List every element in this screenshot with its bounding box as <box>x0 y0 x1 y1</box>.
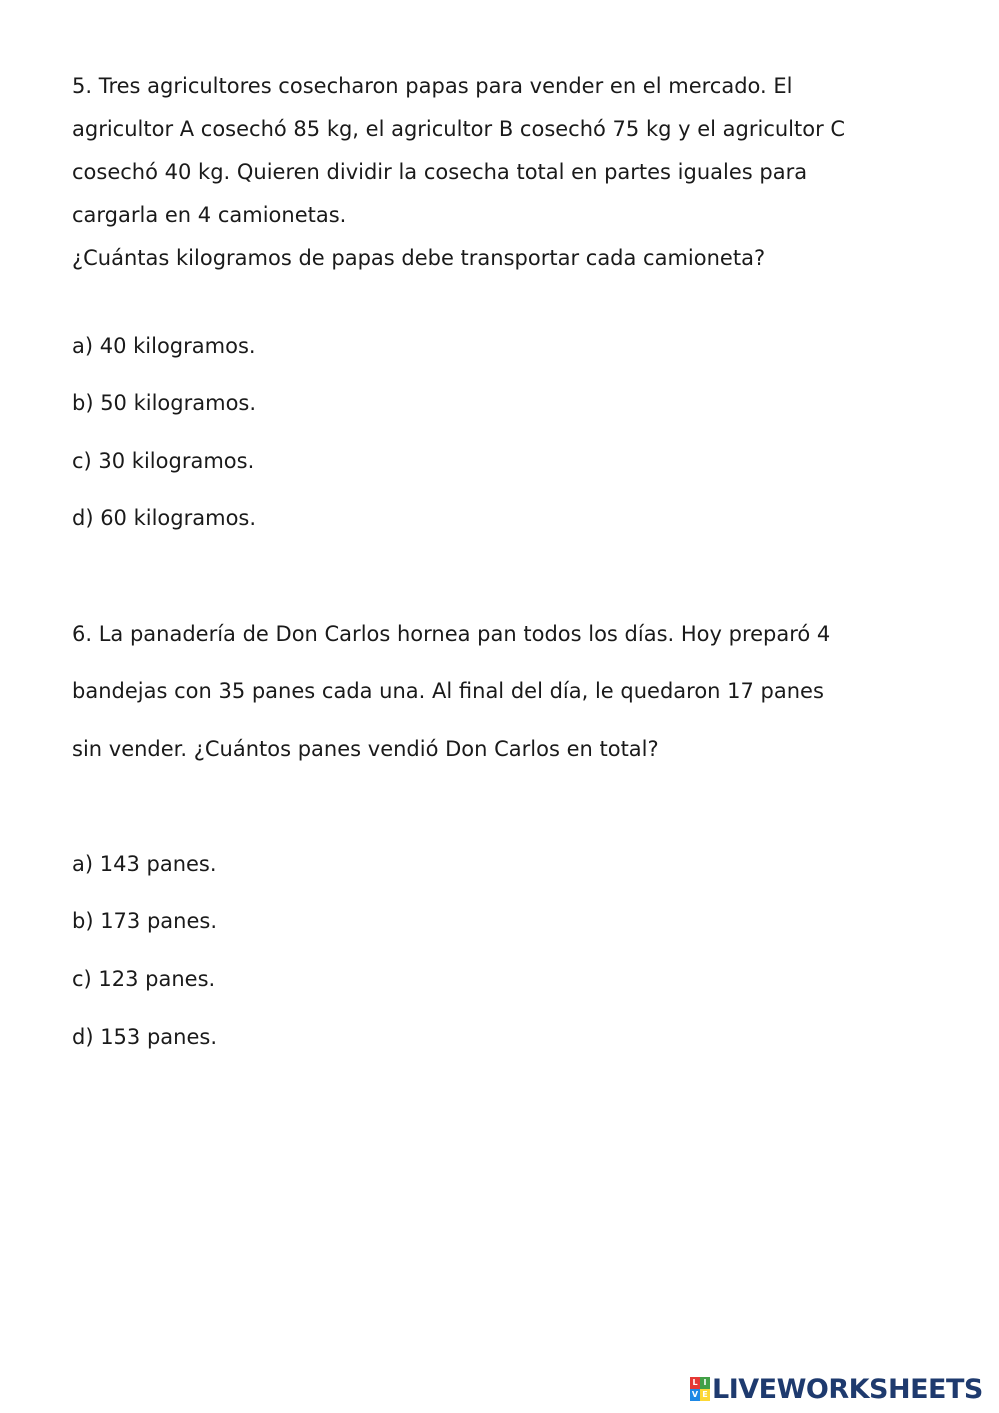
logo-mark-letter: I <box>700 1377 710 1389</box>
question-5-option-a[interactable]: a) 40 kilogramos. <box>72 334 256 358</box>
question-5-option-d[interactable]: d) 60 kilogramos. <box>72 506 257 530</box>
logo-mark-letter: L <box>690 1377 700 1389</box>
question-6-text-line: 6. La panadería de Don Carlos hornea pan todos los días. Hoy preparó 4 <box>72 622 831 646</box>
question-6-text-line: bandejas con 35 panes cada una. Al final del día, le quedaron 17 panes <box>72 679 824 703</box>
question-6-option-c[interactable]: c) 123 panes. <box>72 967 216 991</box>
question-6-text-line: sin vender. ¿Cuántos panes vendió Don Carlos en total? <box>72 737 659 761</box>
logo-text: LIVEWORKSHEETS <box>712 1373 983 1405</box>
logo-mark-icon <box>690 1377 710 1401</box>
question-5-text-line: 5. Tres agricultores cosecharon papas para vender en el mercado. El <box>72 74 793 98</box>
question-6-option-d[interactable]: d) 153 panes. <box>72 1025 218 1049</box>
logo-mark-letter: E <box>700 1389 710 1401</box>
question-5-option-c[interactable]: c) 30 kilogramos. <box>72 449 255 473</box>
question-5-text-line: agricultor A cosechó 85 kg, el agricultor B cosechó 75 kg y el agricultor C <box>72 117 846 141</box>
question-5-option-b[interactable]: b) 50 kilogramos. <box>72 391 257 415</box>
question-6-option-b[interactable]: b) 173 panes. <box>72 909 218 933</box>
question-6-option-a[interactable]: a) 143 panes. <box>72 852 217 876</box>
liveworksheets-logo <box>690 1375 983 1403</box>
question-5-text-line: cosechó 40 kg. Quieren dividir la cosecha total en partes iguales para <box>72 160 808 184</box>
logo-mark-letter: V <box>691 1390 699 1399</box>
question-5-text-line: ¿Cuántas kilogramos de papas debe transportar cada camioneta? <box>72 246 766 270</box>
question-5-text-line: cargarla en 4 camionetas. <box>72 203 347 227</box>
